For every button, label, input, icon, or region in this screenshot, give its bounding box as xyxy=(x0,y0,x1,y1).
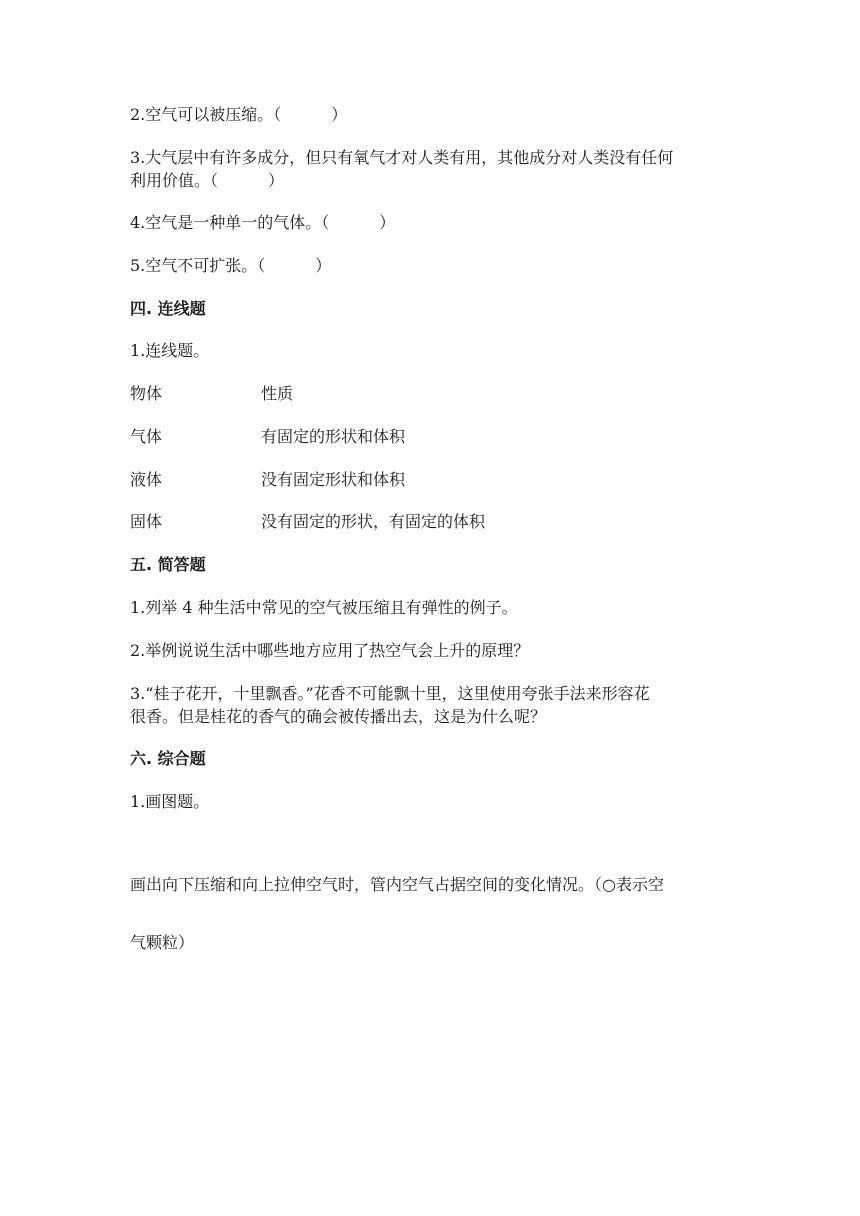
section-6-description-line2: 气颗粒） xyxy=(130,933,195,952)
section-5-question-3-line2: 很香。但是桂花的香气的确会被传播出去，这是为什么呢？ xyxy=(130,707,547,726)
matching-row xyxy=(130,426,730,448)
matching-left: 气体 xyxy=(130,427,163,446)
matching-right: 有固定的形状和体积 xyxy=(261,427,406,446)
section-5-title: 五. 简答题 xyxy=(130,555,206,574)
section-5-question-3-line1: 3.“桂子花开，十里飘香。”花香不可能飘十里，这里使用夸张手法来形容花 xyxy=(130,684,650,703)
matching-left: 固体 xyxy=(130,512,163,531)
matching-row xyxy=(130,511,730,533)
section-6-description-line1: 画出向下压缩和向上拉伸空气时，管内空气占据空间的变化情况。（○表示空 xyxy=(130,875,664,894)
section-6-question-1: 1.画图题。 xyxy=(130,792,210,811)
matching-left: 物体 xyxy=(130,384,163,403)
matching-right: 性质 xyxy=(261,384,294,403)
judgment-item-3-line2: 利用价值。（ ） xyxy=(130,171,285,190)
judgment-item-4: 4.空气是一种单一的气体。（ ） xyxy=(130,213,396,232)
section-4-title: 四. 连线题 xyxy=(130,299,206,318)
section-4-question: 1.连线题。 xyxy=(130,341,210,360)
judgment-item-3-line1: 3.大气层中有许多成分，但只有氧气才对人类有用，其他成分对人类没有任何 xyxy=(130,148,674,167)
section-5-question-2: 2.举例说说生活中哪些地方应用了热空气会上升的原理？ xyxy=(130,641,530,660)
matching-left: 液体 xyxy=(130,470,163,489)
matching-row xyxy=(130,469,730,491)
section-5-question-1: 1.列举 4 种生活中常见的空气被压缩且有弹性的例子。 xyxy=(130,598,518,617)
section-6-title: 六. 综合题 xyxy=(130,749,206,768)
judgment-item-2: 2.空气可以被压缩。（ ） xyxy=(130,105,348,124)
matching-right: 没有固定形状和体积 xyxy=(261,470,406,489)
matching-right: 没有固定的形状，有固定的体积 xyxy=(261,512,486,531)
judgment-item-5: 5.空气不可扩张。（ ） xyxy=(130,256,332,275)
matching-row-header xyxy=(130,383,730,405)
